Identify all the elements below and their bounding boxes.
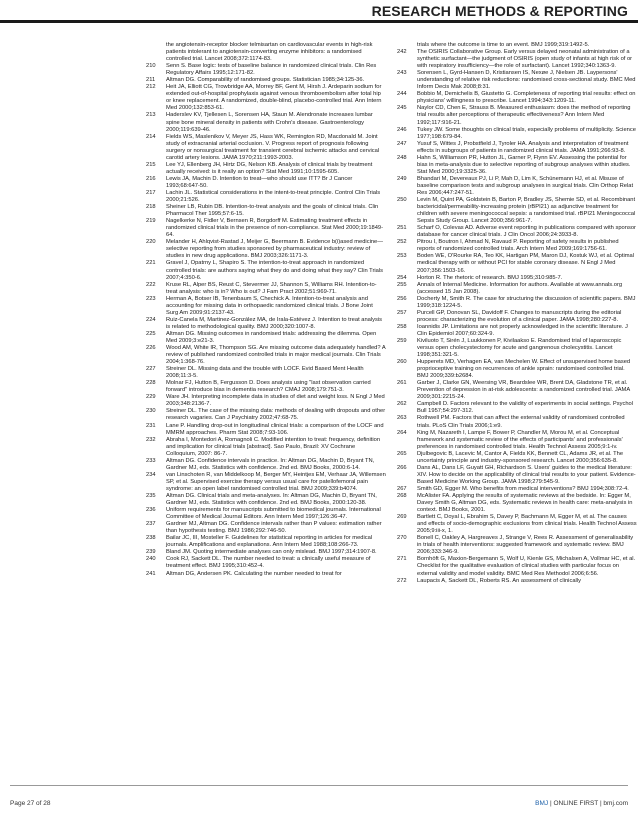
reference-item <box>397 70 637 91</box>
reference-text: Bobbio M, Demichelis B, Giustetto G. Completeness of reporting trial results: effect on physicians' willingness to prescribe. Lancet 1994;343:1209-11. <box>417 91 636 105</box>
reference-item <box>397 91 637 105</box>
reference-number: 231 <box>146 422 156 429</box>
reference-text: Dans AL, Dans LF, Guyatt GH, Richardson S. Users' guides to the medical literature: XIV. How to decide on the applicability of clinical trial results to your patient. Evidence-Based Medicine Working Group. JAMA 1998;279:545-9. <box>417 464 636 485</box>
reference-text: Streiner DL. Missing data and the trouble with LOCF. Evid Based Ment Health 2008;11:3-5. <box>166 366 364 380</box>
reference-item <box>146 571 386 578</box>
reference-item <box>146 493 386 507</box>
reference-item <box>397 155 637 176</box>
reference-text: Kruse RL, Alper BS, Reust C, Stevermer JJ, Shannon S, Williams RH. Intention-to-treat analysis: who is in? Who is out? J Fam Pract 2002;51:969-71. <box>166 281 377 295</box>
footer-rule <box>10 785 628 786</box>
reference-number: 228 <box>146 380 156 387</box>
reference-item <box>146 458 386 472</box>
reference-item <box>397 486 637 493</box>
reference-item <box>146 423 386 437</box>
reference-item <box>397 465 637 486</box>
reference-item <box>146 408 386 422</box>
reference-item <box>397 225 637 239</box>
reference-item <box>397 105 637 126</box>
reference-number: 240 <box>146 556 156 563</box>
reference-number: 232 <box>146 436 156 443</box>
reference-number: 267 <box>397 485 407 492</box>
reference-text: Abraha I, Montedori A, Romagnoli C. Modified intention to treat: frequency, definition and implication for clinical trials [abstract]. Sao Paulo, Brazil: XV Cochrane Colloquium, 2007: 86-7. <box>166 436 381 457</box>
reference-number: 257 <box>397 309 407 316</box>
reference-number: 265 <box>397 450 407 457</box>
reference-number: 216 <box>146 175 156 182</box>
reference-text: Sorensen L, Gyrd-Hansen D, Kristiansen IS, Nexøe J, Nielsen JB. Laypersons' understanding of relative risk reductions: randomised cross-sectional study. BMC Med Inform Decis Mak 2008;8:31. <box>417 70 636 91</box>
reference-text: Heit JA, Elliott CG, Trowbridge AA, Morrey BF, Gent M, Hirsh J. Ardeparin sodium for extended out-of-hospital prophylaxis against venous thromboembolism after total hip or knee replacement. A randomized, double-blind, placebo-controlled trial. Ann Intern Med 2000;132:853-61. <box>166 84 382 112</box>
reference-number: 263 <box>397 415 407 422</box>
reference-number: 213 <box>146 112 156 119</box>
reference-number: 253 <box>397 253 407 260</box>
reference-item <box>146 521 386 535</box>
reference-number: 222 <box>146 281 156 288</box>
reference-text: McAlister FA. Applying the results of systematic reviews at the bedside. In: Egger M, Davey Smith G, Altman DG, eds. Systematic reviews in health care: meta-analysis in context. BMJ Books, 2001. <box>417 493 633 514</box>
reference-item <box>397 127 637 141</box>
reference-item <box>397 141 637 155</box>
reference-number: 251 <box>397 225 407 232</box>
page-number: Page 27 of 28 <box>10 800 51 807</box>
reference-number: 220 <box>146 239 156 246</box>
reference-text: Docherty M, Smith R. The case for structuring the discussion of scientific papers. BMJ 1999;318:1224-5. <box>417 295 636 309</box>
reference-text: Tukey JW. Some thoughts on clinical trials, especially problems of multiplicity. Science 1977;198:679-84. <box>417 126 636 140</box>
reference-text: Hupperets MD, Verhagen EA, van Mechelen W. Effect of unsupervised home based proprioceptive training on recurrences of ankle sprain: randomised controlled trial. BMJ 2009;339:b2684. <box>417 359 631 380</box>
reference-text: trials where the outcome is time to an event. BMJ 1999;319:1492-5. <box>417 42 590 48</box>
reference-item <box>146 204 386 218</box>
reference-item <box>397 42 637 49</box>
reference-item <box>146 549 386 556</box>
reference-item <box>397 401 637 415</box>
reference-text: Bornhöft G, Maxion-Bergemann S, Wolf U, Kienle GS, Michalsen A, Vollmar HC, et al. Checklist for the qualitative evaluation of clinical studies with particular focus on external validity and model validity. BMC Med Res Methodol 2006;6:56. <box>417 556 636 577</box>
reference-item <box>146 345 386 366</box>
reference-item <box>397 338 637 359</box>
reference-number: 230 <box>146 408 156 415</box>
reference-item <box>397 176 637 197</box>
reference-text: The OSIRIS Collaborative Group. Early versus delayed neonatal administration of a synthetic surfactant—the judgment of OSIRIS (open study of infants at high risk of or with respiratory insufficiency—the role of surfactant). Lancet 1992;340:1363-9. <box>417 49 633 70</box>
reference-text: Bhandari M, Devereaux PJ, Li P, Mah D, Lim K, Schünemann HJ, et al. Misuse of baseline comparison tests and subgroup analyses in surgical trials. Clin Orthop Relat Res 2006;447:247-51. <box>417 175 634 196</box>
reference-number: 233 <box>146 457 156 464</box>
reference-number: 259 <box>397 337 407 344</box>
reference-item <box>146 535 386 549</box>
reference-number: 236 <box>146 507 156 514</box>
reference-number: 245 <box>397 105 407 112</box>
reference-item <box>146 472 386 493</box>
reference-text: Bailar JC, III, Mosteller F. Guidelines for statistical reporting in articles for medical journals. Amplifications and explanations. Ann Intern Med 1988;108:266-73. <box>166 535 373 549</box>
reference-number: 255 <box>397 281 407 288</box>
reference-number: 235 <box>146 493 156 499</box>
reference-number: 250 <box>397 197 407 204</box>
reference-number: 268 <box>397 493 407 499</box>
reference-text: Senn S. Base logic: tests of baseline balance in randomized clinical trials. Clin Res Regulatory Affairs 1995;12:171-82. <box>166 63 377 77</box>
reference-text: Ware JH. Interpreting incomplete data in studies of diet and weight loss. N Engl J Med 2003;348:2136-7. <box>166 394 385 408</box>
reference-number: 258 <box>397 323 407 330</box>
reference-text: Melander H, Ahlqvist-Rastad J, Meijer G, Beermann B. Evidence b(i)ased medicine—selective reporting from studies sponsored by pharmaceutical industry: review of studies in new drug applications. BMJ 2003;326:1171-3. <box>166 239 383 260</box>
reference-number: 244 <box>397 91 407 98</box>
reference-number: 260 <box>397 359 407 366</box>
references-column-right <box>397 42 637 777</box>
reference-number: 234 <box>146 471 156 478</box>
reference-item <box>146 162 386 176</box>
journal-name: BMJ <box>535 800 549 807</box>
footer-separator: | <box>548 800 554 807</box>
reference-item <box>146 380 386 394</box>
reference-text: Naylor CD, Chen E, Strauss B. Measured enthusiasm: does the method of reporting trial results alter perceptions of therapeutic effectiveness? Ann Intern Med 1992;117:916-21. <box>417 105 631 126</box>
reference-number: 211 <box>146 77 156 84</box>
reference-item <box>397 359 637 380</box>
reference-number: 271 <box>397 556 407 563</box>
reference-number: 269 <box>397 514 407 521</box>
references-column-left <box>146 42 386 777</box>
reference-item <box>146 112 386 133</box>
reference-text: Ruiz-Canela M, Martinez-González MA, de Irala-Estévez J. Intention to treat analysis is related to methodological quality. BMJ 2000;320:1007-8. <box>166 316 383 330</box>
reference-number: 248 <box>397 154 407 161</box>
reference-item <box>146 260 386 281</box>
reference-text: Scharf O, Colevas AD. Adverse event reporting in publications compared with sponsor database for cancer clinical trials. J Clin Oncol 2006;24:3933-8. <box>417 225 636 239</box>
reference-text: Fields WS, Maslenikov V, Meyer JS, Hass WK, Remington RD, Macdonald M. Joint study of extracranial arterial occlusion. V. Progress report of prognosis following surgery or nonsurgical treatment for transient cerebral ischemic attacks and cervical carotid artery lesions. JAMA 1970;211:1993-2003. <box>166 133 380 161</box>
reference-text: Sheiner LB, Rubin DB. Intention-to-treat analysis and the goals of clinical trials. Clin Pharmacol Ther 1995;57:6-15. <box>166 204 379 218</box>
reference-number: 239 <box>146 549 156 556</box>
reference-item <box>146 218 386 239</box>
reference-text: van Linschoten R, van Middelkoop M, Berger MY, Heintjes EM, Verhaar JA, Willemsen SP, et al. Supervised exercise therapy versus usual care for patellofemoral pain syndrome: an open label randomised controlled trial. BMJ 2009;339:b4074. <box>166 471 386 492</box>
reference-item <box>146 394 386 408</box>
reference-number: 246 <box>397 126 407 133</box>
reference-item <box>146 239 386 260</box>
reference-number: 210 <box>146 63 156 70</box>
reference-item <box>397 296 637 310</box>
reference-text: King M, Nazareth I, Lampe F, Bower P, Chandler M, Morou M, et al. Conceptual framework and systematic review of the effects of participants' and professionals' preferences in randomised controlled trials. Health Technol Assess 2005;9:1-iv. <box>417 429 623 450</box>
reference-text: Herman A, Botser IB, Tenenbaum S, Chechick A. Intention-to-treat analysis and accounting for missing data in orthopaedic randomized clinical trials. J Bone Joint Surg Am 2009;91:2137-43. <box>166 295 373 316</box>
reference-text: Annals of Internal Medicine. Information for authors. Available at www.annals.org (accessed 15 Jan 2008). <box>417 281 623 295</box>
reference-item <box>397 535 637 556</box>
reference-number: 270 <box>397 535 407 542</box>
reference-number: 238 <box>146 535 156 542</box>
reference-text: Bartlett C, Doyal L, Ebrahim S, Davey P, Bachmann M, Egger M, et al. The causes and effects of socio-demographic exclusions from clinical trials. Health Technol Assess 2005;9:iii-x, 1. <box>417 514 637 535</box>
reference-number: 272 <box>397 577 407 584</box>
reference-number: 241 <box>146 570 156 577</box>
reference-text: Bland JM. Quoting intermediate analyses can only mislead. BMJ 1997;314:1907-8. <box>166 549 377 556</box>
reference-item <box>397 197 637 225</box>
reference-item <box>397 49 637 70</box>
reference-text: Altman DG. Confidence intervals in practice. In: Altman DG, Machin D, Bryant TN, Gardner MJ, eds. Statistics with confidence. 2nd ed. BMJ Books, 2000:6-14. <box>166 457 375 471</box>
reference-item <box>146 77 386 84</box>
footer-site: ONLINE FIRST | bmj.com <box>553 800 628 807</box>
reference-text: Cook RJ, Sackett DL. The number needed to treat: a clinically useful measure of treatment effect. BMJ 1995;310:452-4. <box>166 556 371 570</box>
reference-text: Yusuf S, Wittes J, Probstfield J, Tyroler HA. Analysis and interpretation of treatment effects in subgroups of patients in randomized clinical trials. JAMA 1991;266:93-8. <box>417 140 629 154</box>
reference-text: Smith GD, Egger M. Who benefits from medical interventions? BMJ 1994;308:72-4. <box>417 485 629 492</box>
reference-text: Gardner MJ, Altman DG. Confidence intervals rather than P values: estimation rather than hypothesis testing. BMJ 1986;292:746-50. <box>166 521 382 535</box>
reference-item <box>397 415 637 429</box>
reference-text: Altman DG. Missing outcomes in randomised trials: addressing the dilemma. Open Med 2009;3:e21-3. <box>166 330 377 344</box>
section-title: RESEARCH METHODS & REPORTING <box>371 3 628 19</box>
reference-number: 225 <box>146 330 156 337</box>
reference-text: Altman DG. Clinical trials and meta-analyses. In: Altman DG, Machin D, Bryant TN, Gardner MJ, eds. Statistics with confidence. 2nd ed. BMJ Books, 2000:120-38. <box>166 493 377 507</box>
reference-number: 214 <box>146 133 156 140</box>
reference-number: 252 <box>397 239 407 246</box>
reference-item <box>397 239 637 253</box>
reference-item <box>397 556 637 577</box>
reference-item <box>146 556 386 570</box>
reference-text: Lee YJ, Ellenberg JH, Hirtz DG, Nelson KB. Analysis of clinical trials by treatment actually received: is it really an option? Stat Med 1991;10:1595-605. <box>166 161 373 175</box>
reference-text: Boden WE, O'Rourke RA, Teo KK, Hartigan PM, Maron DJ, Kostuk WJ, et al. Optimal medical therapy with or without PCI for stable coronary disease. N Engl J Med 2007;356:1503-16. <box>417 253 635 274</box>
reference-item <box>397 493 637 514</box>
reference-item <box>146 296 386 317</box>
reference-item <box>146 507 386 521</box>
reference-text: Garber J, Clarke GN, Weersing VR, Beardslee WR, Brent DA, Gladstone TR, et al. Prevention of depression in at-risk adolescents: a randomized controlled trial. JAMA 2009;301:2215-24. <box>417 380 630 401</box>
reference-item <box>397 310 637 324</box>
reference-number: 217 <box>146 189 156 196</box>
reference-text: Levin M, Quint PA, Goldstein B, Barton P, Bradley JS, Shemie SD, et al. Recombinant bactericidal/permeability-increasing protein (rBPI21) as adjunctive treatment for children with severe meningococcal sepsis: a randomised trial. rBPI21 Meningococcal Sepsis Study Group. Lancet 2000;356:961-7. <box>417 197 636 225</box>
reference-text: Uniform requirements for manuscripts submitted to biomedical journals. International Committee of Medical Journal Editors. Ann Intern Med 1997;126:36-47. <box>166 507 381 521</box>
reference-number: 262 <box>397 401 407 408</box>
reference-item <box>397 578 637 585</box>
reference-text: Campbell D. Factors relevant to the validity of experiments in social settings. Psychol Bull 1957;54:297-312. <box>417 401 634 415</box>
reference-text: Streiner DL. The case of the missing data: methods of dealing with dropouts and other research vagaries. Can J Psychiatry 2002;47:68-75. <box>166 408 386 422</box>
reference-text: Djulbegovic B, Lacevic M, Cantor A, Fields KK, Bennett CL, Adams JR, et al. The uncertainty principle and industry-sponsored research. Lancet 2000;356:635-8. <box>417 450 624 464</box>
reference-text: Lewis JA, Machin D. Intention to treat—who should use ITT? Br J Cancer 1993;68:647-50. <box>166 175 353 189</box>
reference-text: Pitrou I, Boutron I, Ahmad N, Ravaud P. Reporting of safety results in published reports of randomized controlled trials. Arch Intern Med 2009;169:1756-61. <box>417 239 619 253</box>
reference-number: 249 <box>397 175 407 182</box>
reference-item <box>146 331 386 345</box>
reference-number: 229 <box>146 394 156 401</box>
reference-number: 237 <box>146 521 156 528</box>
reference-text: Laupacis A, Sackett DL, Roberts RS. An assessment of clinically <box>417 577 581 584</box>
reference-text: Altman DG. Comparability of randomised groups. Statistician 1985;34:125-36. <box>166 77 365 84</box>
reference-text: Purcell GP, Donovan SL, Davidoff F. Changes to manuscripts during the editorial process: characterizing the evolution of a clinical paper. JAMA 1998;280:227-8. <box>417 309 622 323</box>
reference-number: 212 <box>146 84 156 91</box>
reference-number: 226 <box>146 345 156 352</box>
reference-text: Nagelkerke N, Fidler V, Bernsen R, Borgdorff M. Estimating treatment effects in randomized clinical trials in the presence of non-compliance. Stat Med 2000;19:1849-64. <box>166 218 384 239</box>
header-rule <box>0 20 638 23</box>
reference-number: 254 <box>397 274 407 281</box>
reference-number: 264 <box>397 429 407 436</box>
reference-number: 227 <box>146 366 156 373</box>
reference-item <box>397 253 637 274</box>
reference-item <box>397 514 637 535</box>
reference-item <box>146 366 386 380</box>
reference-number: 266 <box>397 464 407 471</box>
reference-item <box>397 282 637 296</box>
reference-text: Wood AM, White IR, Thompson SG. Are missing outcome data adequately handled? A review of published randomized controlled trials in major medical journals. Clin Trials 2004;1:368-76. <box>166 345 386 366</box>
reference-number: 256 <box>397 295 407 302</box>
reference-item <box>146 190 386 204</box>
reference-number: 243 <box>397 70 407 77</box>
reference-text: Molnar FJ, Hutton B, Fergusson D. Does analysis using "last observation carried forward" introduce bias in dementia research? CMAJ 2008;179:751-3. <box>166 380 371 394</box>
reference-item <box>146 63 386 77</box>
reference-text: Lane P. Handling drop-out in longitudinal clinical trials: a comparison of the LOCF and MMRM approaches. Pharm Stat 2008;7:93-106. <box>166 422 384 436</box>
reference-text: Bonell C, Oakley A, Hargreaves J, Strange V, Rees R. Assessment of generalisability in trials of health interventions: suggested framework and systematic review. BMJ 2006;333:346-9. <box>417 535 634 556</box>
reference-number: 247 <box>397 140 407 147</box>
reference-item <box>146 317 386 331</box>
reference-number: 221 <box>146 260 156 267</box>
reference-item <box>146 437 386 458</box>
reference-item <box>397 380 637 401</box>
reference-item <box>397 324 637 338</box>
reference-item <box>146 282 386 296</box>
reference-text: Hahn S, Williamson PR, Hutton JL, Garner P, Flynn EV. Assessing the potential for bias in meta-analysis due to selective reporting of subgroup analyses within studies. Stat Med 2000;19:3325-36. <box>417 154 631 175</box>
reference-number: 219 <box>146 218 156 225</box>
reference-text: Rothwell PM. Factors that can affect the external validity of randomised controlled trials. PLoS Clin Trials 2006;1:e9. <box>417 415 625 429</box>
reference-text: Gravel J, Opatrny L, Shapiro S. The intention-to-treat approach in randomized controlled trials: are authors saying what they do and doing what they say? Clin Trials 2007;4:350-6. <box>166 260 384 281</box>
reference-item <box>146 42 386 63</box>
reference-number: 224 <box>146 316 156 323</box>
reference-text: Lachin JL. Statistical considerations in the intent-to-treat principle. Control Clin Trials 2000;21:526. <box>166 189 381 204</box>
footer-journal <box>535 800 628 807</box>
reference-text: Altman DG, Andersen PK. Calculating the number needed to treat for <box>166 570 342 577</box>
reference-item <box>146 176 386 190</box>
reference-number: 223 <box>146 295 156 302</box>
reference-item <box>146 134 386 162</box>
reference-number: 261 <box>397 380 407 387</box>
reference-text: Horton R. The rhetoric of research. BMJ 1995;310:985-7. <box>417 274 563 281</box>
reference-text: Ioannidis JP. Limitations are not properly acknowledged in the scientific literature. J Clin Epidemiol 2007;60:324-9. <box>417 323 628 337</box>
reference-text: the angiotensin-receptor blocker telmisartan on cardiovascular events in high-risk patients intolerant to angiotensin-converting enzyme inhibitors: a randomised controlled trial. Lancet 2008;372:1174-83. <box>166 42 373 63</box>
reference-item <box>397 451 637 465</box>
reference-item <box>397 275 637 282</box>
reference-text: Haderslev KV, Tjellesen L, Sorensen HA, Staun M. Alendronate increases lumbar spine bone mineral density in patients with Crohn's disease. Gastroenterology 2000;119:639-46. <box>166 112 373 133</box>
reference-number: 215 <box>146 161 156 168</box>
reference-item <box>397 430 637 451</box>
reference-text: Kiviluoto T, Sirén J, Luukkonen P, Kivilaakso E. Randomised trial of laparoscopic versus open cholecystectomy for acute and gangrenous cholecystitis. Lancet 1998;351:321-5. <box>417 337 622 359</box>
reference-number: 218 <box>146 204 156 211</box>
reference-item <box>146 84 386 112</box>
reference-number: 242 <box>397 49 407 56</box>
